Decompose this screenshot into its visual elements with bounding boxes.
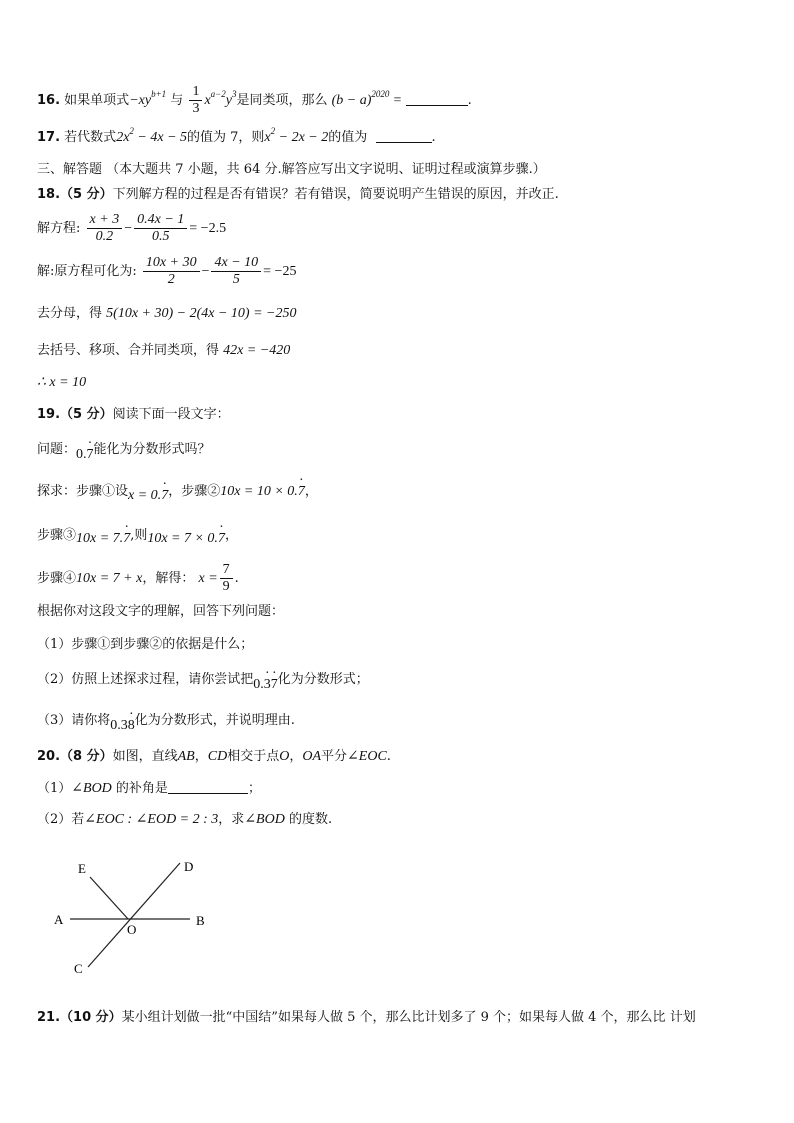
fraction: $\frac{1}{3}$ (189, 84, 202, 117)
label-d: D (184, 859, 194, 874)
question-21: 21.（10 分）某小组计划做一批“中国结”如果每人做 5 个，那么比计划多了 9 个；如果每人做 4 个，那么比 计划 (37, 1010, 696, 1025)
label-c: C (74, 961, 83, 976)
fraction: $\frac{10x + 30}{2}$ (143, 255, 200, 288)
q18-step-line: 去括号、移项、合并同类项，得 42x = −420 (37, 343, 291, 358)
period: . (431, 130, 436, 145)
fraction: $\frac{7}{9}$ (220, 562, 233, 595)
q20-part-1: （1）∠BOD 的补角是 ； (37, 781, 261, 796)
period: . (467, 93, 472, 108)
question-20-heading: 20.（8 分）如图，直线AB，CD相交于点O，OA平分∠EOC. (37, 749, 391, 764)
question-number: 17. (37, 130, 61, 145)
q19-subquestion-1: （1）步骤①到步骤②的依据是什么； (37, 637, 254, 652)
label-b: B (196, 913, 205, 928)
label-o: O (127, 922, 137, 937)
section-heading: 三、解答题 （本大题共 7 小题，共 64 分.解答应写出文字说明、证明过程或演算步骤.） (37, 162, 546, 177)
text: 的值为 (328, 130, 368, 145)
equals: = (393, 93, 402, 108)
q19-problem: 问题：0.· 7能化为分数形式吗？ (37, 442, 211, 459)
math: $-xy^{b+1}$ (129, 89, 167, 108)
math: $x^2 - 2x - 2$ (264, 126, 329, 145)
math: $2x^2 - 4x - 5$ (116, 126, 188, 145)
answer-blank[interactable] (406, 105, 468, 106)
q18-step-line: ∴ x = 10 (37, 375, 87, 390)
q19-subquestion-2: （2）仿照上述探求过程，请你尝试把0.· 3· 7化为分数形式； (37, 672, 369, 689)
q19-step4: 步骤④10x = 7 + x，解得： x = $\frac{7}{9}$ . (37, 562, 239, 594)
question-18-heading: 18.（5 分）下列解方程的过程是否有错误？若有错误，简要说明产生错误的原因，并改正. (37, 187, 559, 202)
fraction: $\frac{4x - 10}{5}$ (211, 255, 261, 288)
q19-subquestion-3: （3）请你将0.3· 8化为分数形式，并说明理由. (37, 713, 295, 730)
text: 与 (170, 93, 184, 108)
q18-step-line: 解:原方程可化为: $\frac{10x + 30}{2}$ − $\frac{4x - 10}{5}$ = −25 (37, 255, 297, 287)
angle-diagram (50, 855, 220, 990)
text: 是同类项，那么 (236, 93, 328, 108)
label-e: E (78, 861, 86, 876)
text: 若代数式 (64, 130, 117, 145)
q18-equation-line: 解方程: $\frac{x + 3}{0.2}$ − $\frac{0.4x - 1}{0.5}$ = −2.5 (37, 212, 227, 244)
q19-explore: 探求：步骤①设x = 0.· 7，步骤②10x = 10 × 0.· 7， (37, 484, 318, 501)
q19-ask: 根据你对这段文字的理解，回答下列问题： (37, 604, 285, 619)
math: $(b - a)^{2020}$ (331, 89, 390, 108)
question-number: 16. (37, 93, 61, 108)
question-19-heading: 19.（5 分）阅读下面一段文字： (37, 407, 230, 422)
text: 的值为 7，则 (187, 130, 265, 145)
math: $x^{a-2}y^3$ (204, 89, 237, 108)
text: 如果单项式 (64, 93, 130, 108)
question-17 (37, 126, 436, 147)
q20-part-2: （2）若∠EOC : ∠EOD = 2 : 3，求∠BOD 的度数. (37, 812, 333, 827)
fraction: $\frac{x + 3}{0.2}$ (87, 212, 123, 245)
label-a: A (54, 912, 64, 927)
line-cd (88, 863, 180, 967)
q19-step3: 步骤③10x = 7.· 7,则10x = 7 × 0.· 7， (37, 528, 238, 545)
ray-oe (90, 877, 128, 919)
answer-blank[interactable] (376, 142, 432, 143)
answer-blank[interactable] (168, 793, 248, 794)
fraction: $\frac{0.4x - 1}{0.5}$ (134, 212, 187, 245)
q18-step-line: 去分母，得 5(10x + 30) − 2(4x − 10) = −250 (37, 306, 297, 321)
question-16 (37, 84, 472, 117)
